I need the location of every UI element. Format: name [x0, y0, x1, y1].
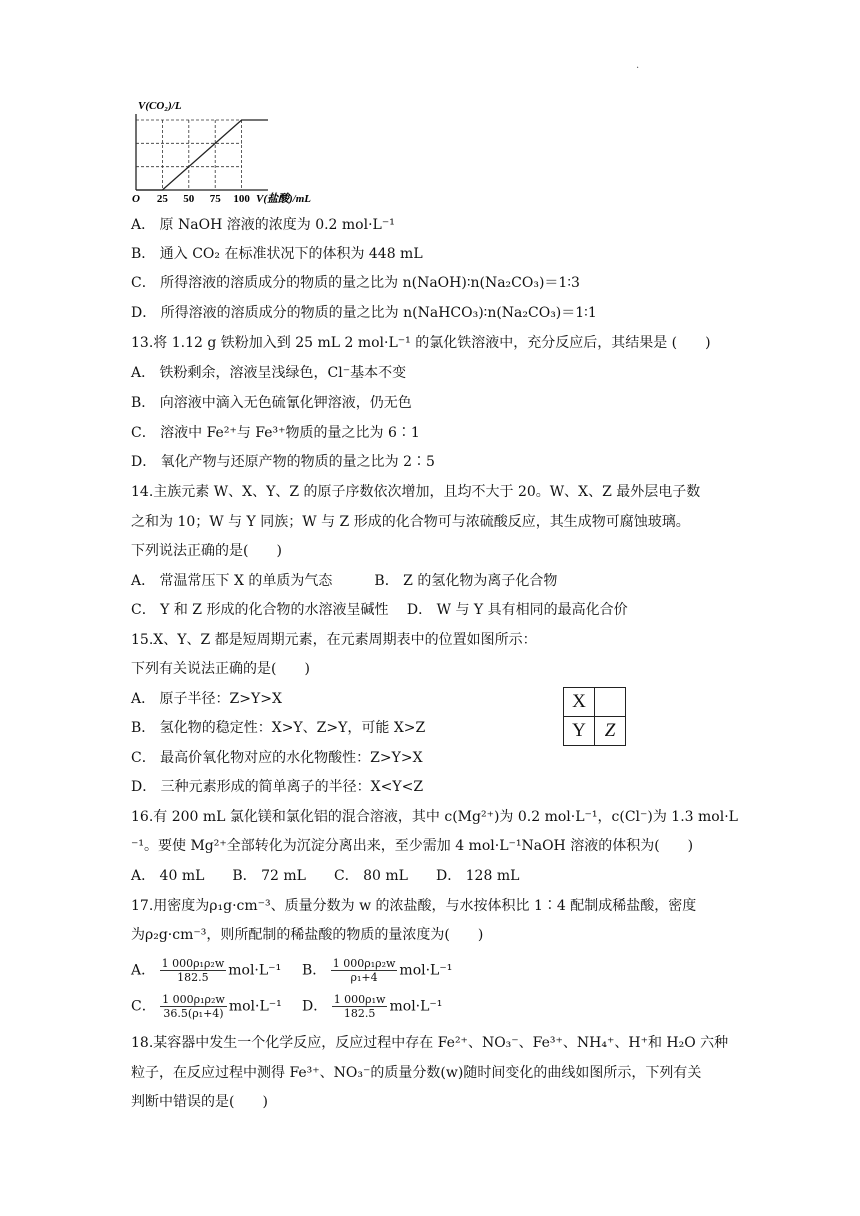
q17-a-unit: mol·L⁻¹ — [228, 962, 282, 979]
q13-option-c: C． 溶液中 Fe²⁺与 Fe³⁺物质的量之比为 6∶1 — [131, 425, 420, 441]
q17-d-unit: mol·L⁻¹ — [389, 998, 443, 1015]
pt-cell-z: Z — [595, 717, 626, 746]
q17-a-denominator: 182.5 — [177, 971, 209, 984]
periodic-table-fragment — [563, 687, 626, 746]
x-tick-label: 25 — [156, 193, 168, 205]
q17-stem-line1: 17.用密度为ρ₁g·cm⁻³、质量分数为 w 的浓盐酸，与水按体积比 1∶4 配制成稀盐酸，密度 — [131, 898, 697, 914]
q17-c-numerator: 1 000ρ₁ρ₂w — [162, 993, 225, 1006]
q16-stem-line2: ⁻¹。要使 Mg²⁺全部转化为沉淀分离出来，至少需加 4 mol·L⁻¹NaOH 溶液的体积为( ) — [131, 838, 694, 854]
chart-origin: O — [132, 193, 140, 205]
q15-option-b: B． 氢化物的稳定性：X>Y、Z>Y，可能 X>Z — [131, 720, 426, 736]
q12-option-a: A． 原 NaOH 溶液的浓度为 0.2 mol·L⁻¹ — [131, 217, 395, 233]
chart-ticks — [157, 193, 250, 205]
q15-stem-line2: 下列有关说法正确的是( ) — [131, 661, 310, 677]
q17-d-denominator: 182.5 — [343, 1007, 376, 1020]
q14-stem-line2: 之和为 10；W 与 Y 同族；W 与 Z 形成的化合物可与浓硫酸反应，其生成物可腐蚀玻璃。 — [131, 514, 690, 530]
q15-option-a: A． 原子半径：Z>Y>X — [131, 691, 282, 707]
q13-option-a: A． 铁粉剩余，溶液呈浅绿色，Cl⁻基本不变 — [131, 365, 407, 381]
q18-stem-line3: 判断中错误的是( ) — [131, 1094, 268, 1110]
q13-option-b: B． 向溶液中滴入无色硫氰化钾溶液，仍无色 — [131, 395, 412, 411]
q17-b-denominator: ρ₁+4 — [350, 971, 378, 984]
q16-options: A． 40 mL B． 72 mL C． 80 mL D． 128 mL — [131, 868, 520, 884]
q14-options-ab: A． 常温常压下 X 的单质为气态 B． Z 的氢化物为离子化合物 — [131, 573, 558, 589]
q15-option-d: D． 三种元素形成的简单离子的半径：X<Y<Z — [131, 779, 424, 795]
q17-a-prefix: A． — [131, 962, 156, 979]
q17-c-unit: mol·L⁻¹ — [228, 998, 282, 1015]
q14-options-cd: C． Y 和 Z 形成的化合物的水溶液呈碱性 D． W 与 Y 具有相同的最高化合价 — [131, 602, 628, 618]
q17-b-prefix: B． — [302, 962, 327, 979]
pt-cell-x: X — [564, 688, 595, 717]
q12-option-b: B． 通入 CO₂ 在标准状况下的体积为 448 mL — [131, 246, 423, 262]
q17-a-numerator: 1 000ρ₁ρ₂w — [161, 957, 225, 970]
chart-grid — [136, 120, 242, 190]
q18-stem-line2: 粒子，在反应过程中测得 Fe³⁺、NO₃⁻的质量分数(w)随时间变化的曲线如图所示，下列有关 — [131, 1065, 702, 1081]
q17-a-fraction — [160, 957, 227, 984]
q12-option-c: C． 所得溶液的溶质成分的物质的量之比为 n(NaOH)∶n(Na₂CO₃)＝1∶3 — [131, 275, 580, 291]
q17-stem-line2: 为ρ₂g·cm⁻³，则所配制的稀盐酸的物质的量浓度为( ) — [131, 927, 484, 943]
q17-d-numerator: 1 000ρ₁w — [333, 993, 386, 1006]
q17-b-unit: mol·L⁻¹ — [399, 962, 453, 979]
q12-option-d: D． 所得溶液的溶质成分的物质的量之比为 n(NaHCO₃)∶n(Na₂CO₃)＝1∶1 — [131, 305, 597, 321]
q14-stem-line3: 下列说法正确的是( ) — [131, 543, 282, 559]
q16-stem-line1: 16.有 200 mL 氯化镁和氯化铝的混合溶液，其中 c(Mg²⁺)为 0.2 mol·L⁻¹，c(Cl⁻)为 1.3 mol·L — [131, 809, 738, 825]
q18-stem-line1: 18.某容器中发生一个化学反应，反应过程中存在 Fe²⁺、NO₃⁻、Fe³⁺、NH₄⁺、H⁺和 H₂O 六种 — [131, 1035, 729, 1051]
chart-series-line — [136, 120, 268, 190]
q17-c-prefix: C． — [131, 998, 156, 1015]
q13-stem: 13.将 1.12 g 铁粉加入到 25 mL 2 mol·L⁻¹ 的氯化铁溶液中，充分反应后，其结果是 ( ) — [131, 335, 711, 351]
q17-option-a — [131, 957, 281, 984]
pt-cell-empty — [595, 688, 626, 717]
q17-option-d — [302, 993, 442, 1020]
q17-option-b — [302, 957, 452, 984]
q14-stem-line1: 14.主族元素 W、X、Y、Z 的原子序数依次增加，且均不大于 20。W、X、Z 最外层电子数 — [131, 484, 701, 500]
q15-option-c: C． 最高价氧化物对应的水化物酸性：Z>Y>X — [131, 750, 423, 766]
q17-b-numerator: 1 000ρ₁ρ₂w — [332, 957, 396, 970]
q17-d-fraction — [332, 993, 388, 1020]
pt-cell-y: Y — [564, 717, 595, 746]
x-tick-label: 50 — [183, 193, 195, 205]
header-mark: . — [636, 60, 640, 71]
x-tick-label: 100 — [233, 193, 250, 205]
q17-b-fraction — [331, 957, 398, 984]
q17-option-c — [131, 993, 282, 1020]
chart-xlabel: V(盐酸)/mL — [256, 193, 311, 205]
chart-ylabel: V(CO₂)/L — [138, 100, 182, 112]
co2-volume-chart — [128, 96, 418, 208]
q13-option-d: D． 氧化产物与还原产物的物质的量之比为 2∶5 — [131, 454, 435, 470]
q17-c-fraction — [160, 993, 227, 1020]
q15-stem-line1: 15.X、Y、Z 都是短周期元素，在元素周期表中的位置如图所示： — [131, 632, 537, 648]
q17-d-prefix: D． — [302, 998, 328, 1015]
x-tick-label: 75 — [209, 193, 221, 205]
q17-c-denominator: 36.5(ρ₁+4) — [163, 1007, 224, 1020]
